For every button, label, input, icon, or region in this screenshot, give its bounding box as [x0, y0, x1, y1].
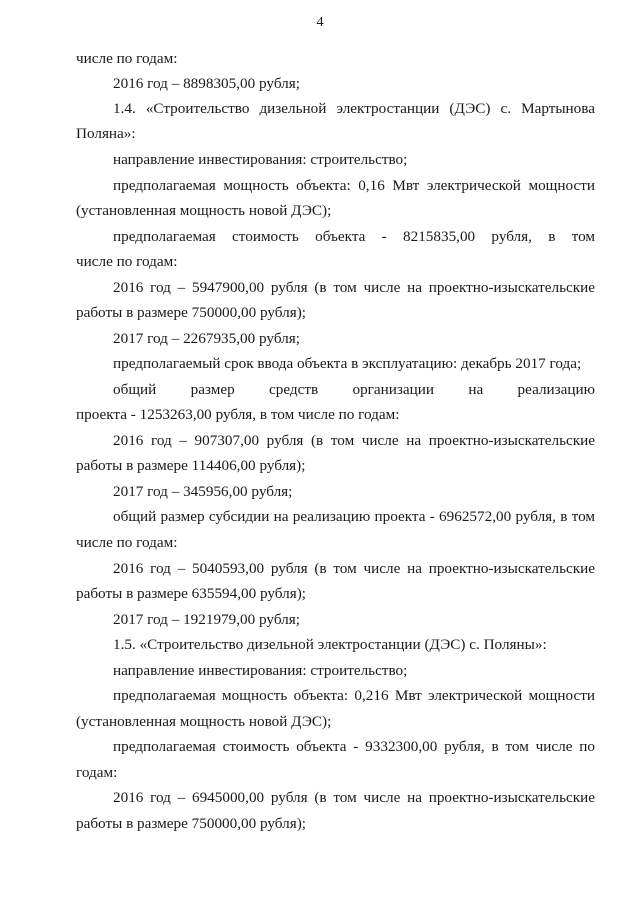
- text-line: направление инвестирования: строительство;: [113, 151, 408, 168]
- text-line: работы в размере 114406,00 рубля);: [76, 457, 306, 474]
- text-line: работы в размере 635594,00 рубля);: [76, 585, 306, 602]
- page-number: 4: [316, 15, 324, 30]
- text-line: работы в размере 750000,00 рубля);: [76, 304, 306, 321]
- text-line: предполагаемая мощность объекта: 0,216 Мвт электрической мощности: [113, 687, 595, 704]
- text-line: 2016 год – 5040593,00 рубля (в том числе на проектно-изыскательские: [113, 560, 595, 577]
- text-line: годам:: [76, 764, 118, 781]
- section-heading-1-5: 1.5. «Строительство дизельной электростанции (ДЭС) с. Поляны»:: [113, 636, 547, 653]
- text-line: направление инвестирования: строительство;: [113, 662, 408, 679]
- text-line: (установленная мощность новой ДЭС);: [76, 713, 332, 730]
- text-line: общий размер средств организации на реализацию: [113, 381, 595, 398]
- text-line: (установленная мощность новой ДЭС);: [76, 202, 332, 219]
- text-line: проекта - 1253263,00 рубля, в том числе по годам:: [76, 406, 400, 423]
- text-line: 2016 год – 6945000,00 рубля (в том числе на проектно-изыскательские: [113, 789, 595, 806]
- text-line: числе по годам:: [76, 253, 178, 270]
- text-line: предполагаемая мощность объекта: 0,16 Мвт электрической мощности: [113, 177, 595, 194]
- text-line: 2017 год – 1921979,00 рубля;: [113, 611, 300, 628]
- text-line: предполагаемая стоимость объекта - 8215835,00 рубля, в том: [113, 228, 595, 245]
- text-line: 2016 год – 907307,00 рубля (в том числе на проектно-изыскательские: [113, 432, 595, 449]
- text-line: числе по годам:: [76, 50, 178, 67]
- text-line: числе по годам:: [76, 534, 178, 551]
- text-line: работы в размере 750000,00 рубля);: [76, 815, 306, 832]
- text-line: 2016 год – 5947900,00 рубля (в том числе на проектно-изыскательские: [113, 279, 595, 296]
- text-line: 2016 год – 8898305,00 рубля;: [113, 75, 300, 92]
- text-line: 2017 год – 2267935,00 рубля;: [113, 330, 300, 347]
- text-line: предполагаемый срок ввода объекта в эксплуатацию: декабрь 2017 года;: [113, 355, 582, 372]
- text-line: общий размер субсидии на реализацию проекта - 6962572,00 рубля, в том: [113, 508, 595, 525]
- text-line: Поляна»:: [76, 125, 136, 142]
- section-heading-1-4: 1.4. «Строительство дизельной электростанции (ДЭС) с. Мартынова: [113, 100, 595, 117]
- text-line: 2017 год – 345956,00 рубля;: [113, 483, 293, 500]
- text-line: предполагаемая стоимость объекта - 9332300,00 рубля, в том числе по: [113, 738, 595, 755]
